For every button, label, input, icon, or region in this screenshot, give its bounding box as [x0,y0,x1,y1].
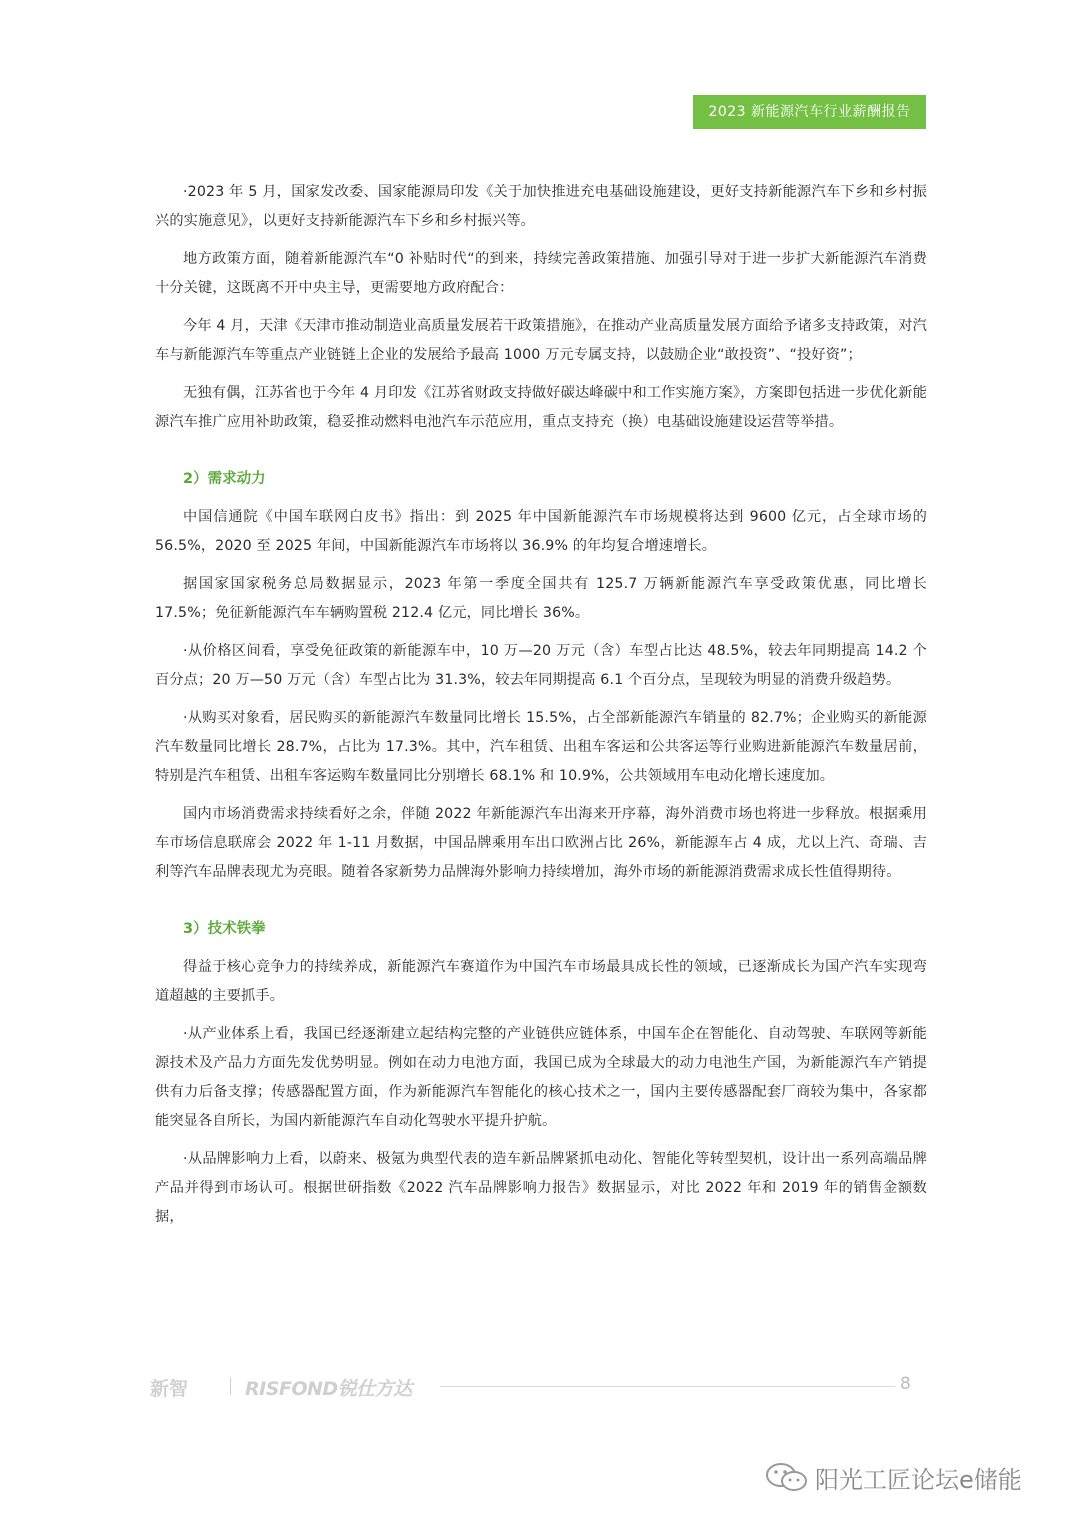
page-footer [150,1372,930,1402]
logo-divider [230,1377,231,1395]
section-heading-demand: 2）需求动力 [183,471,266,487]
paragraph: 无独有偶，江苏省也于今年 4 月印发《江苏省财政支持做好碳达峰碳中和工作实施方案》，方案即包括进一步优化新能源汽车推广应用补助政策，稳妥推动燃料电池汽车示范应用，重点支持充（换）电基础设施建设运营等举措。 [155,385,927,430]
paragraph: 中国信通院《中国车联网白皮书》指出：到 2025 年中国新能源汽车市场规模将达到 9600 亿元，占全球市场的 56.5%，2020 至 2025 年间，中国新能源汽车市场将以 36.9% 的年均复合增速增长。 [155,509,927,554]
paragraph: 地方政策方面，随着新能源汽车“0 补贴时代“的到来，持续完善政策措施、加强引导对于进一步扩大新能源汽车消费十分关键，这既离不开中央主导，更需要地方政府配合： [155,251,927,296]
report-title-badge: 2023 新能源汽车行业薪酬报告 [693,95,926,129]
paragraph: ·从产业体系上看，我国已经逐渐建立起结构完整的产业链供应链体系，中国车企在智能化、自动驾驶、车联网等新能源技术及产品力方面先发优势明显。例如在动力电池方面，我国已成为全球最大的动力电池生产国，为新能源汽车产销提供有力后备支撑；传感器配置方面，作为新能源汽车智能化的核心技术之一，国内主要传感器配套厂商较为集中，各家都能突显各自所长，为国内新能源汽车自动化驾驶水平提升护航。 [155,1026,927,1129]
paragraph: 得益于核心竞争力的持续养成，新能源汽车赛道作为中国汽车市场最具成长性的领域，已逐渐成长为国产汽车实现弯道超越的主要抓手。 [155,959,927,1004]
xinzhi-logo: 新智 [150,1378,189,1400]
page-body [155,178,927,1241]
paragraph: ·从品牌影响力上看，以蔚来、极氪为典型代表的造车新品牌紧抓电动化、智能化等转型契机，设计出一系列高端品牌产品并得到市场认可。根据世研指数《2022 汽车品牌影响力报告》数据显示，对比 2022 年和 2019 年的销售金额数据， [155,1151,927,1225]
paragraph: ·从购买对象看，居民购买的新能源汽车数量同比增长 15.5%，占全部新能源汽车销量的 82.7%；企业购买的新能源汽车数量同比增长 28.7%，占比为 17.3%。其中，汽车租赁、出租车客运和公共客运等行业购进新能源汽车数量居前，特别是汽车租赁、出租车客运购车数量同比分别增长 68.1% 和 10.9%，公共领域用车电动化增长速度加。 [155,710,927,784]
paragraph: ·2023 年 5 月，国家发改委、国家能源局印发《关于加快推进充电基础设施建设，更好支持新能源汽车下乡和乡村振兴的实施意见》，以更好支持新能源汽车下乡和乡村振兴等。 [155,184,927,229]
wechat-icon [765,1462,809,1492]
paragraph: 今年 4 月，天津《天津市推动制造业高质量发展若干政策措施》，在推动产业高质量发展方面给予诸多支持政策，对汽车与新能源汽车等重点产业链链上企业的发展给予最高 1000 万元专属支持，以鼓励企业“敢投资”、“投好资”； [155,318,927,363]
paragraph: 国内市场消费需求持续看好之余，伴随 2022 年新能源汽车出海来开序幕，海外消费市场也将进一步释放。根据乘用车市场信息联席会 2022 年 1-11 月数据，中国品牌乘用车出口欧洲占比 26%，新能源车占 4 成，尤以上汽、奇瑞、吉利等汽车品牌表现尤为亮眼。随着各家新势力品牌海外影响力持续增加，海外市场的新能源消费需求成长性值得期待。 [155,806,927,880]
risfond-logo: RISFOND锐仕方达 [245,1378,412,1400]
paragraph: ·从价格区间看，享受免征政策的新能源车中，10 万—20 万元（含）车型占比达 48.5%，较去年同期提高 14.2 个百分点；20 万—50 万元（含）车型占比为 31.3%，较去年同期提高 6.1 个百分点，呈现较为明显的消费升级趋势。 [155,643,927,688]
page-number: 8 [900,1374,911,1394]
paragraph: 据国家国家税务总局数据显示，2023 年第一季度全国共有 125.7 万辆新能源汽车享受政策优惠，同比增长 17.5%；免征新能源汽车车辆购置税 212.4 亿元，同比增长 36%。 [155,576,927,621]
footer-rule [440,1386,895,1387]
section-heading-technology: 3）技术铁拳 [183,921,266,937]
watermark-text: 阳光工匠论坛e储能 [815,1466,1022,1494]
